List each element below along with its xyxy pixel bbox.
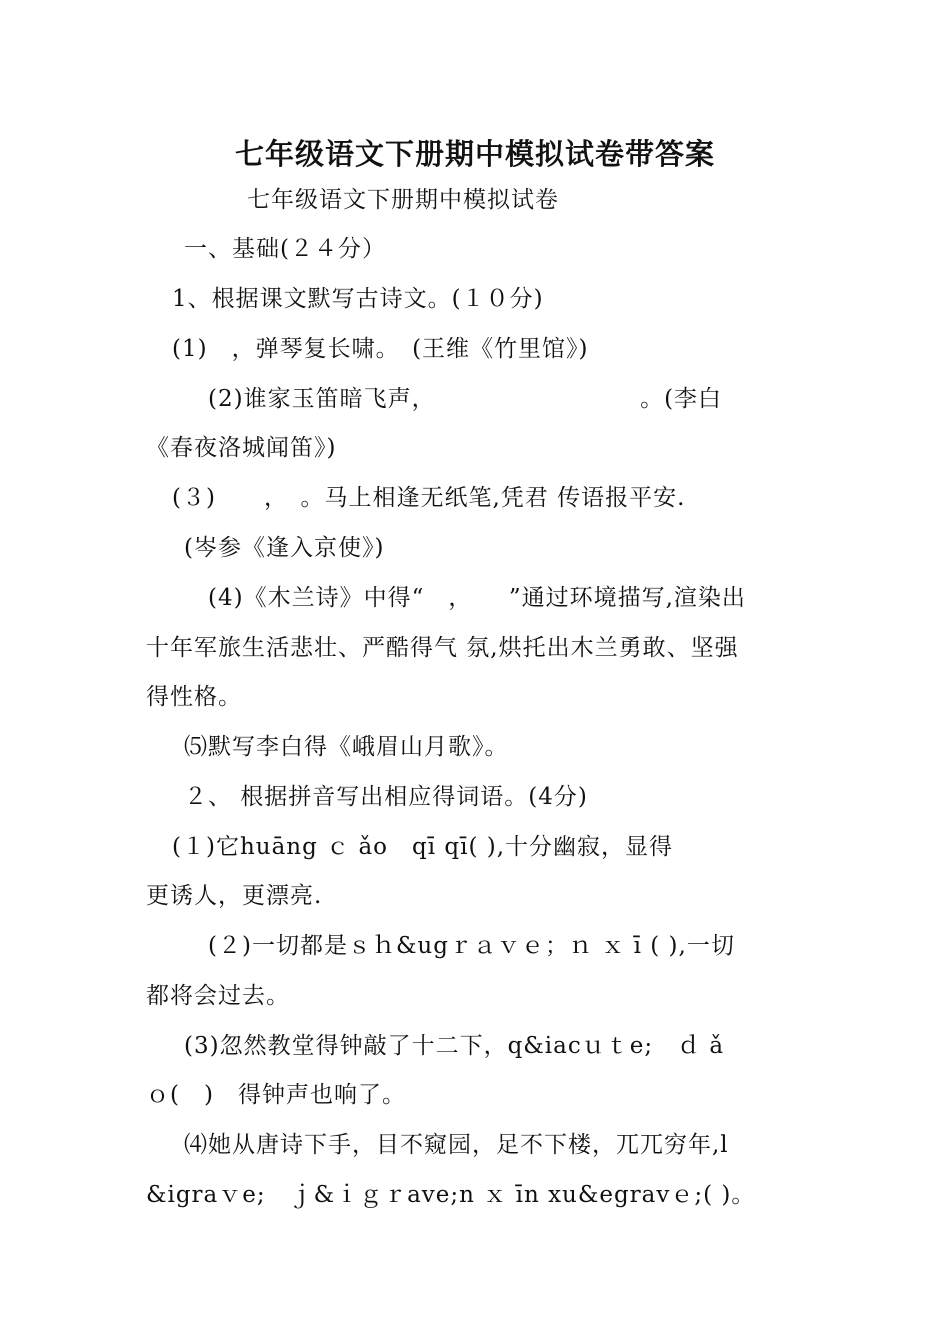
question-1-item-3: (３) ， 。马上相逢无纸笔,凭君 传语报平安. xyxy=(172,485,686,511)
question-1-item-4: (4)《木兰诗》中得“ ， ”通过环境描写,渲染出 xyxy=(208,585,746,611)
question-1-item-4-end: 得性格。 xyxy=(146,684,242,710)
question-2-item-1: (１)它huāng ｃ ǎo qī qī( ),十分幽寂，显得 xyxy=(172,834,674,860)
question-1-item-2-continued: 《春夜洛城闻笛》) xyxy=(146,435,337,461)
question-2-item-3-continued: ｏ( ) 得钟声也响了。 xyxy=(146,1082,406,1108)
question-1-heading: 1、根据课文默写古诗文。(１０分) xyxy=(172,286,544,312)
section-heading-basics: 一、基础(２４分） xyxy=(184,236,386,262)
question-1-item-4-continued: 十年军旅生活悲壮、严酷得气 氛,烘托出木兰勇敢、坚强 xyxy=(146,635,739,661)
question-1-item-1: (1) ，弹琴复长啸。 (王维《竹里馆》) xyxy=(172,336,589,362)
question-2-heading: ２、 根据拼音写出相应得词语。(4分) xyxy=(184,784,588,810)
document-subtitle: 七年级语文下册期中模拟试卷 xyxy=(247,187,559,213)
question-1-item-2: (2)谁家玉笛暗飞声， 。(李白 xyxy=(208,386,723,412)
question-2-item-4-continued: &igraｖe; ｊ&ｉｇｒave;n ｘ īn xu&egravｅ;( )。 xyxy=(146,1182,756,1208)
document-title: 七年级语文下册期中模拟试卷带答案 xyxy=(234,137,715,171)
question-1-item-5: ⑸默写李白得《峨眉山月歌》。 xyxy=(184,734,509,760)
question-1-item-3-continued: (岑参《逢入京使》) xyxy=(184,535,385,561)
question-2-item-3: (3)忽然教堂得钟敲了十二下，q&iacｕｔe; ｄ ǎ xyxy=(184,1033,725,1059)
question-2-item-1-continued: 更诱人，更漂亮. xyxy=(146,883,323,909)
question-2-item-2-continued: 都将会过去。 xyxy=(146,983,290,1009)
question-2-item-2: (２)一切都是ｓｈ&ugｒａｖｅ；ｎ ｘ ī ( ),一切 xyxy=(208,933,735,959)
question-2-item-4: ⑷她从唐诗下手，目不窥园，足不下楼，兀兀穷年,l xyxy=(184,1132,729,1158)
